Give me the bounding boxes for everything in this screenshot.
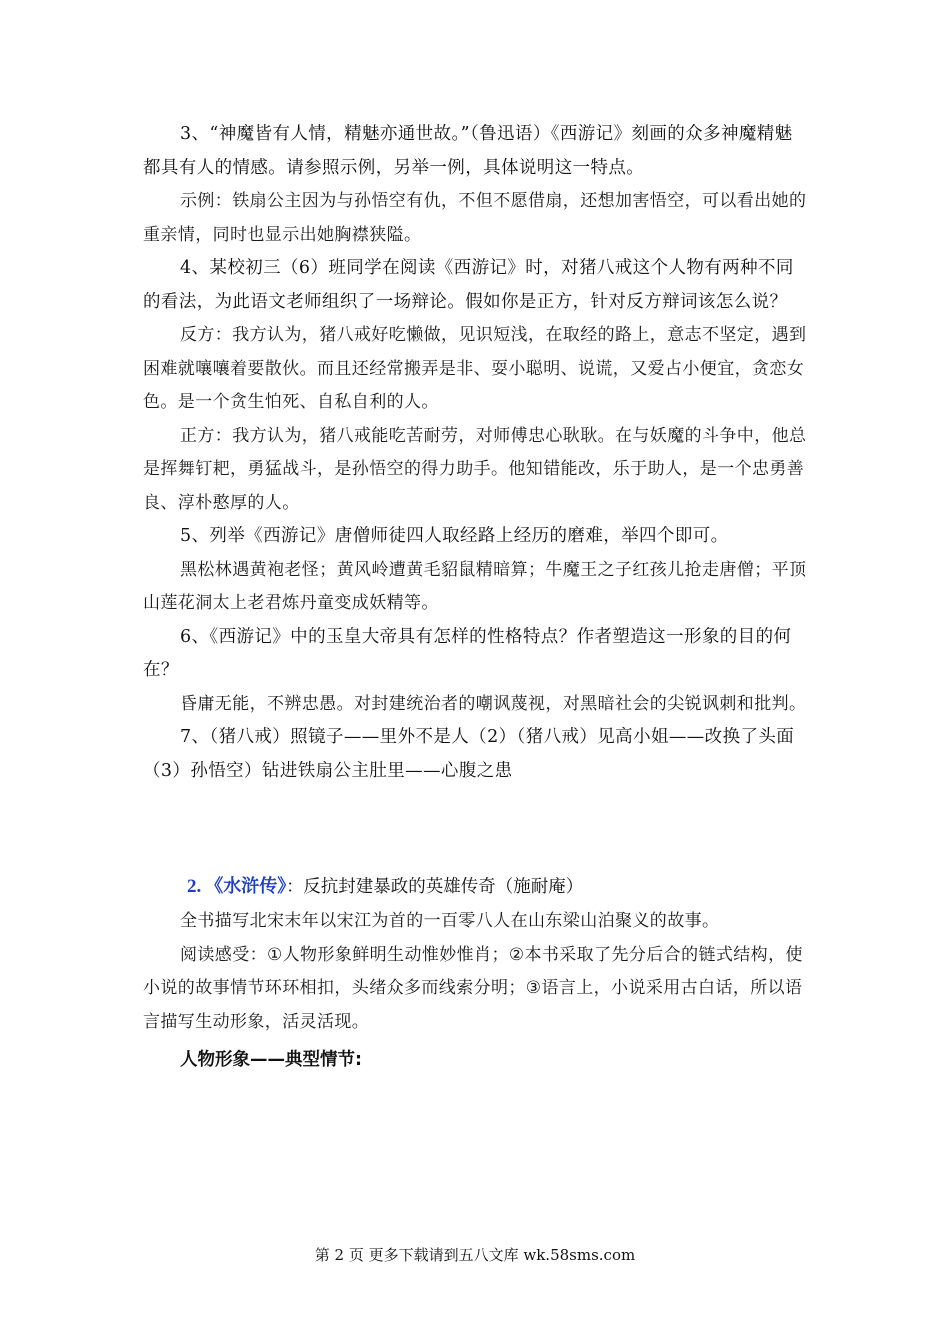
question-3-example: 示例：铁扇公主因为与孙悟空有仇，不但不愿借扇，还想加害悟空，可以看出她的重亲情，同时也显示出她胸襟狭隘。 bbox=[143, 191, 807, 245]
section-2-summary: 全书描写北宋末年以宋江为首的一百零八人在山东梁山泊聚义的故事。 bbox=[180, 911, 720, 931]
question-4-pro-side: 正方：我方认为，猪八戒能吃苦耐劳，对师傅忠心耿耿。在与妖魔的斗争中，他总是挥舞钉耙，勇猛战斗，是孙悟空的得力助手。他知错能改，乐于助人，是一个忠勇善良、淳朴憨厚的人。 bbox=[143, 425, 807, 513]
page-footer: 第 2 页 更多下载请到五八文库 wk.58sms.com bbox=[314, 1246, 636, 1264]
section-subtitle: 反抗封建暴政的英雄传奇（施耐庵） bbox=[303, 877, 584, 897]
question-7: 7、（猪八戒）照镜子——里外不是人（2）（猪八戒）见高小姐——改换了头面（3）孙悟空）钻进铁扇公主肚里——心腹之患 bbox=[143, 727, 795, 781]
question-4-con-side: 反方：我方认为，猪八戒好吃懒做，见识短浅，在取经的路上，意志不坚定，遇到困难就嚷嚷着要散伙。而且还经常搬弄是非、耍小聪明、说谎，又爱占小便宜，贪恋女色。是一个贪生怕死、自私自利的人。 bbox=[143, 325, 807, 412]
characters-heading: 人物形象——典型情节: bbox=[180, 1050, 362, 1070]
section-2-reading-notes: 阅读感受：①人物形象鲜明生动惟妙惟肖；②本书采取了先分后合的链式结构，使小说的故事情节环环相扣，头绪众多而线索分明；③语言上，小说采用古白话，所以语言描写生动形象，活灵活现。 bbox=[143, 944, 803, 1032]
section-title: 《水浒传》 bbox=[205, 876, 287, 897]
question-6-answer: 昏庸无能，不辨忠愚。对封建统治者的嘲讽蔑视，对黑暗社会的尖锐讽刺和批判。 bbox=[180, 693, 807, 714]
page-content bbox=[143, 118, 807, 1077]
section-colon: ： bbox=[286, 877, 304, 897]
section-number: 2. bbox=[187, 876, 202, 897]
question-5-answer: 黑松林遇黄袍老怪；黄风岭遭黄毛貂鼠精暗算；牛魔王之子红孩儿抢走唐僧；平顶山莲花洞太上老君炼丹童变成妖精等。 bbox=[143, 559, 807, 613]
question-3: 3、“神魔皆有人情，精魅亦通世故。”（鲁迅语）《西游记》刻画的众多神魔精魅都具有人的情感。请参照示例，另举一例，具体说明这一特点。 bbox=[143, 124, 793, 178]
question-4: 4、某校初三（6）班同学在阅读《西游记》时，对猪八戒这个人物有两种不同的看法，为此语文老师组织了一场辩论。假如你是正方，针对反方辩词该怎么说？ bbox=[143, 258, 794, 312]
section-2-heading bbox=[143, 870, 807, 905]
question-6: 6、《西游记》中的玉皇大帝具有怎样的性格特点？作者塑造这一形象的目的何在？ bbox=[143, 626, 792, 680]
question-5: 5、列举《西游记》唐僧师徒四人取经路上经历的磨难，举四个即可。 bbox=[180, 526, 729, 546]
